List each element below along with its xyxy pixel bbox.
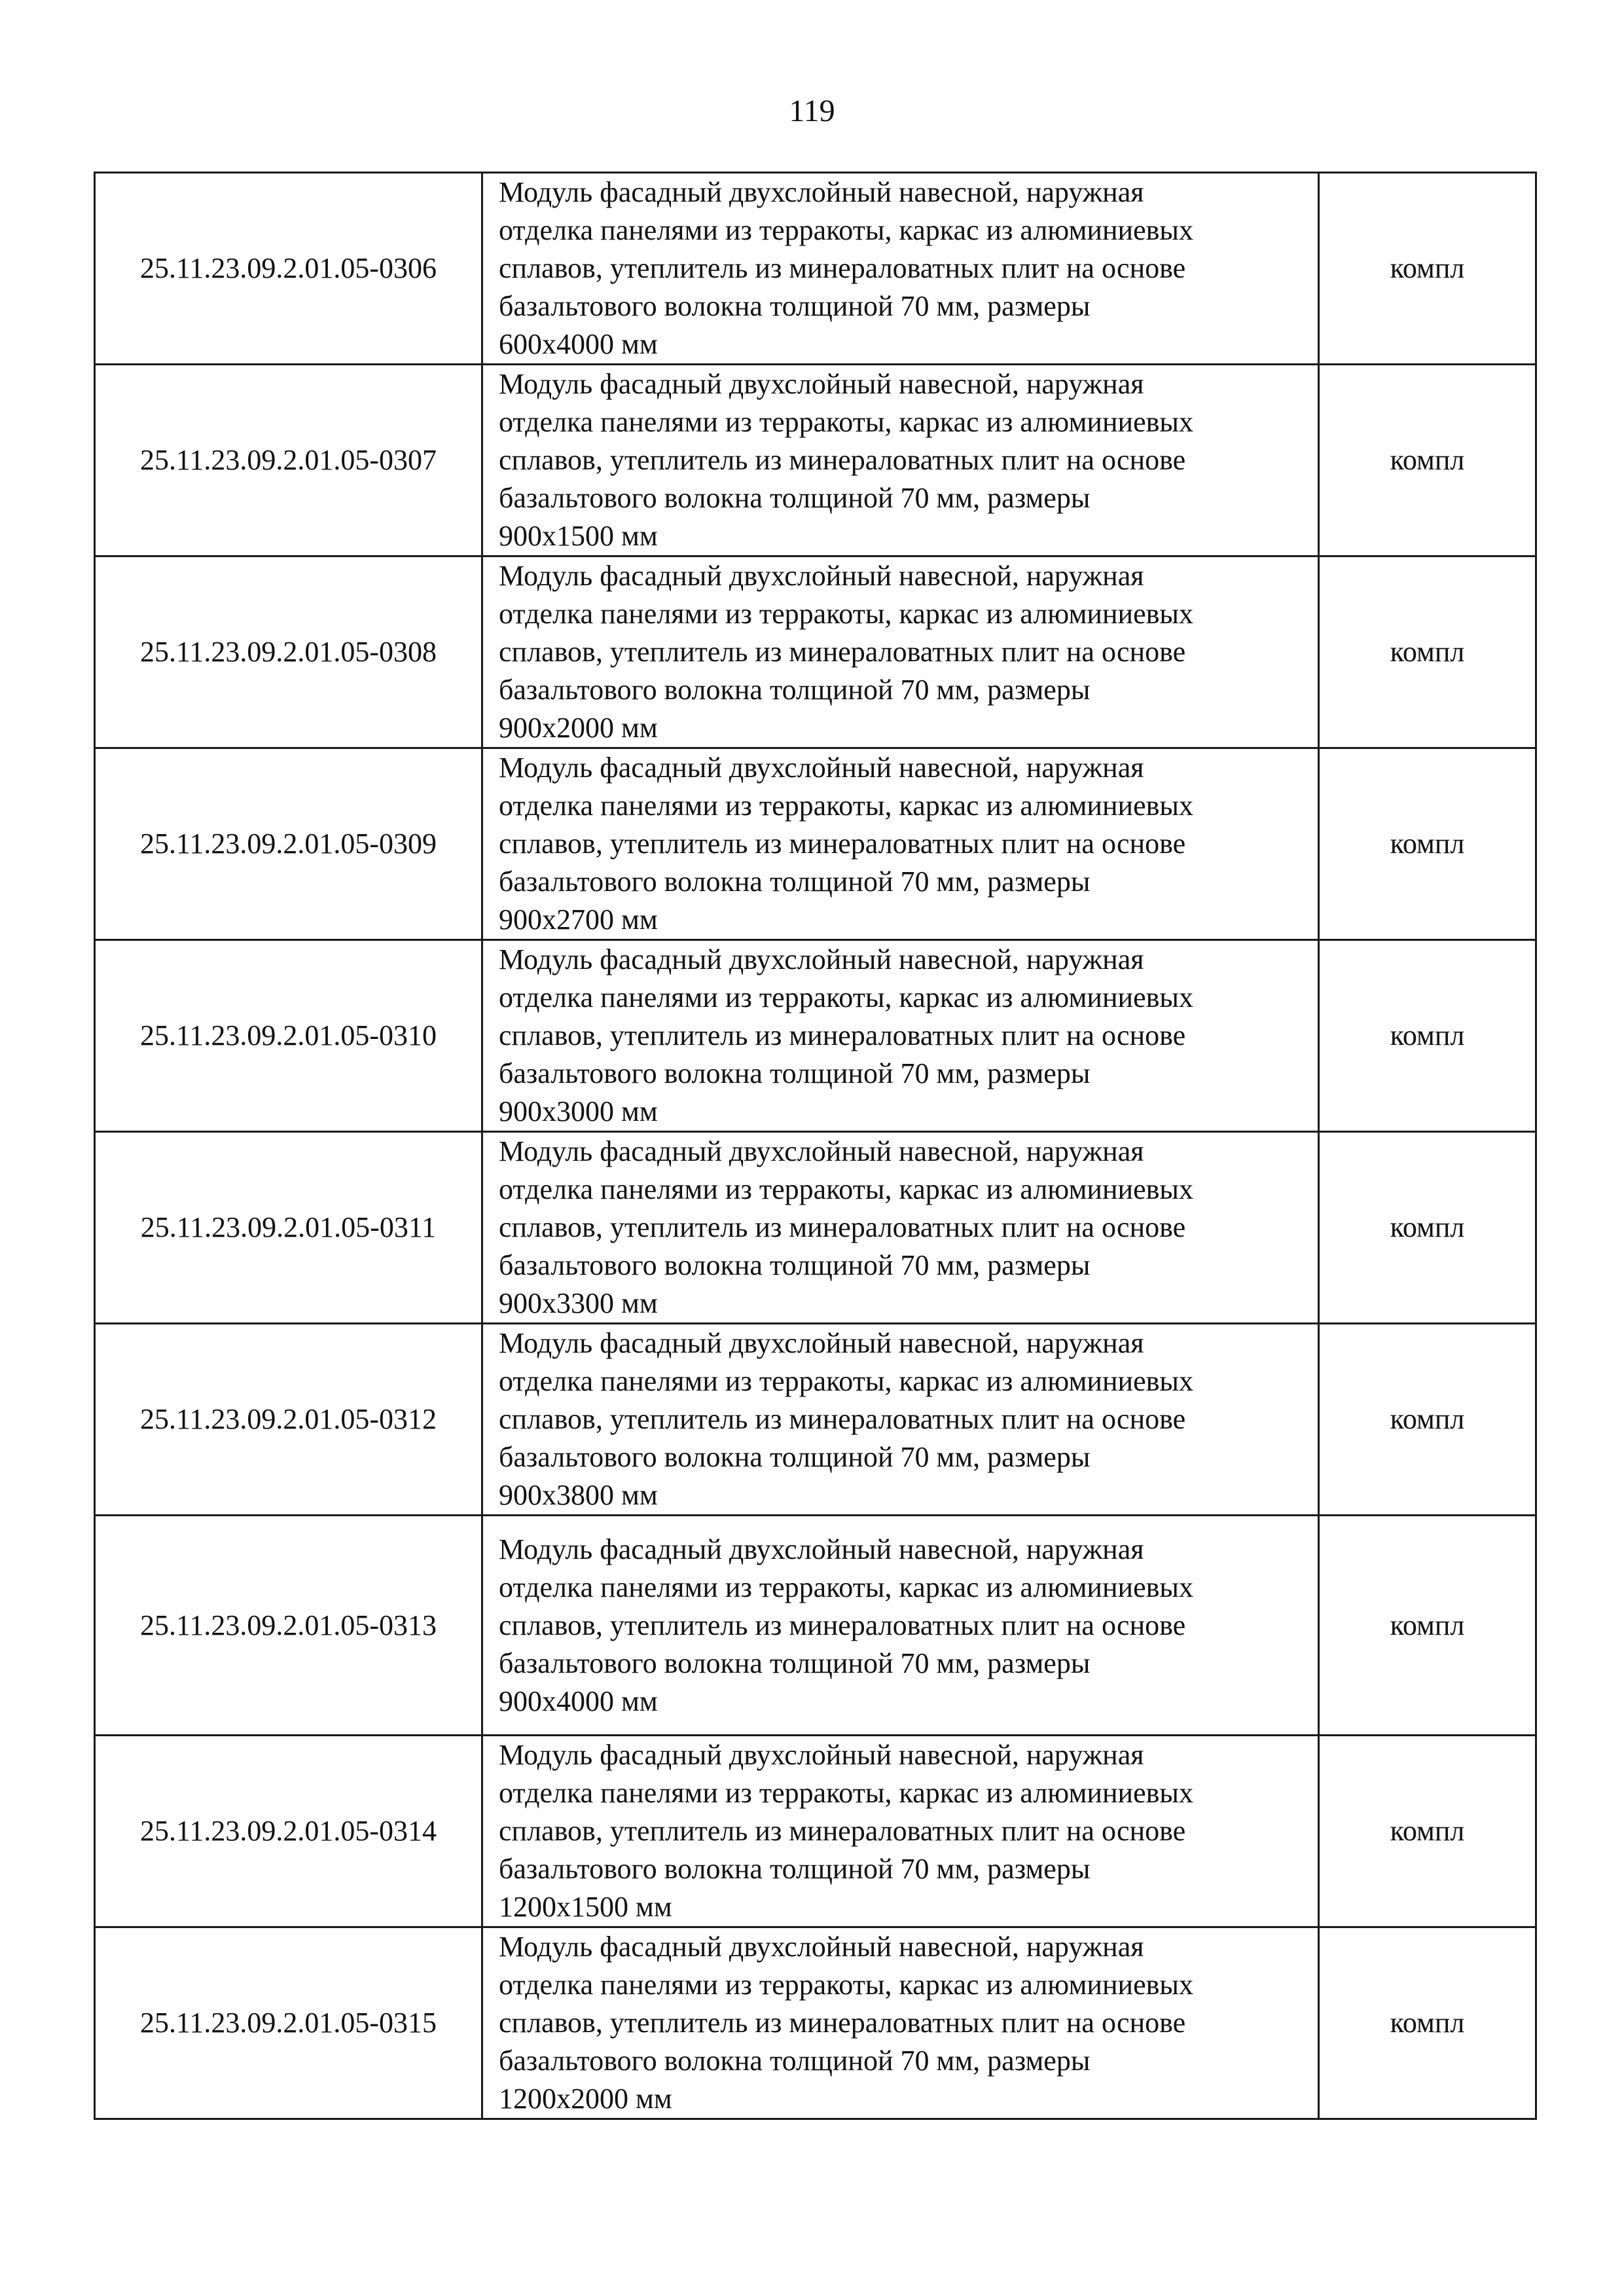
description-line: базальтового волокна толщиной 70 мм, размеры	[499, 1249, 1091, 1281]
table-row	[95, 1736, 1536, 1927]
description-line: отделка панелями из терракоты, каркас из алюминиевых	[499, 1365, 1193, 1397]
description-line: Модуль фасадный двухслойный навесной, наружная	[499, 176, 1144, 208]
table-row	[95, 365, 1536, 556]
resource-code-cell: 25.11.23.09.2.01.05-0311	[95, 1132, 482, 1324]
resource-description-cell	[482, 173, 1319, 365]
description-line: Модуль фасадный двухслойный навесной, наружная	[499, 1135, 1144, 1167]
description-line: 900х2000 мм	[499, 712, 658, 744]
description-line: отделка панелями из терракоты, каркас из алюминиевых	[499, 598, 1193, 630]
description-line: отделка панелями из терракоты, каркас из алюминиевых	[499, 1969, 1193, 2001]
description-line: 900х3800 мм	[499, 1479, 658, 1511]
resource-description-cell	[482, 1324, 1319, 1516]
table-row	[95, 556, 1536, 748]
resource-description-cell	[482, 1516, 1319, 1736]
resource-code-cell: 25.11.23.09.2.01.05-0313	[95, 1516, 482, 1736]
description-line: Модуль фасадный двухслойный навесной, наружная	[499, 1533, 1144, 1565]
resource-description-cell	[482, 940, 1319, 1132]
resource-code-cell: 25.11.23.09.2.01.05-0314	[95, 1736, 482, 1927]
table-row	[95, 1516, 1536, 1736]
unit-cell: компл	[1319, 365, 1536, 556]
table-row	[95, 940, 1536, 1132]
unit-cell: компл	[1319, 1132, 1536, 1324]
resource-code-cell: 25.11.23.09.2.01.05-0312	[95, 1324, 482, 1516]
page-number: 119	[789, 94, 835, 128]
description-line: 600х4000 мм	[499, 328, 658, 360]
resource-code-cell: 25.11.23.09.2.01.05-0309	[95, 748, 482, 940]
description-line: базальтового волокна толщиной 70 мм, размеры	[499, 1853, 1091, 1885]
table-row	[95, 1927, 1536, 2119]
description-line: сплавов, утеплитель из минераловатных плит на основе	[499, 1403, 1186, 1435]
description-line: сплавов, утеплитель из минераловатных плит на основе	[499, 1211, 1186, 1243]
description-line: сплавов, утеплитель из минераловатных плит на основе	[499, 1019, 1186, 1051]
description-line: отделка панелями из терракоты, каркас из алюминиевых	[499, 981, 1193, 1013]
description-line: базальтового волокна толщиной 70 мм, размеры	[499, 482, 1091, 514]
table-row	[95, 173, 1536, 365]
description-line: Модуль фасадный двухслойный навесной, наружная	[499, 368, 1144, 400]
description-line: отделка панелями из терракоты, каркас из алюминиевых	[499, 1571, 1193, 1603]
description-line: 1200х1500 мм	[499, 1891, 672, 1923]
description-line: 900х2700 мм	[499, 903, 658, 936]
table-row	[95, 1132, 1536, 1324]
resource-code-cell: 25.11.23.09.2.01.05-0308	[95, 556, 482, 748]
unit-cell: компл	[1319, 1324, 1536, 1516]
description-line: базальтового волокна толщиной 70 мм, размеры	[499, 866, 1091, 898]
table-body	[95, 173, 1536, 2119]
description-line: Модуль фасадный двухслойный навесной, наружная	[499, 1739, 1144, 1771]
description-line: отделка панелями из терракоты, каркас из алюминиевых	[499, 406, 1193, 438]
unit-cell: компл	[1319, 940, 1536, 1132]
description-line: Модуль фасадный двухслойный навесной, наружная	[499, 752, 1144, 784]
description-line: базальтового волокна толщиной 70 мм, размеры	[499, 290, 1091, 322]
description-line: Модуль фасадный двухслойный навесной, наружная	[499, 1327, 1144, 1359]
unit-cell: компл	[1319, 748, 1536, 940]
table-row	[95, 748, 1536, 940]
description-line: сплавов, утеплитель из минераловатных плит на основе	[499, 1609, 1186, 1641]
resource-code-cell: 25.11.23.09.2.01.05-0315	[95, 1927, 482, 2119]
description-line: отделка панелями из терракоты, каркас из алюминиевых	[499, 790, 1193, 822]
description-line: отделка панелями из терракоты, каркас из алюминиевых	[499, 1173, 1193, 1205]
description-line: базальтового волокна толщиной 70 мм, размеры	[499, 2045, 1091, 2077]
resource-description-cell	[482, 1132, 1319, 1324]
resource-description-cell	[482, 556, 1319, 748]
resource-table	[94, 172, 1537, 2120]
description-line: сплавов, утеплитель из минераловатных плит на основе	[499, 636, 1186, 668]
description-line: базальтового волокна толщиной 70 мм, размеры	[499, 1057, 1091, 1089]
resource-code-cell: 25.11.23.09.2.01.05-0307	[95, 365, 482, 556]
description-line: 900х3300 мм	[499, 1287, 658, 1319]
description-line: 900х1500 мм	[499, 520, 658, 552]
resource-description-cell	[482, 1736, 1319, 1927]
unit-cell: компл	[1319, 173, 1536, 365]
description-line: базальтового волокна толщиной 70 мм, размеры	[499, 1441, 1091, 1473]
unit-cell: компл	[1319, 1516, 1536, 1736]
description-line: сплавов, утеплитель из минераловатных плит на основе	[499, 1815, 1186, 1847]
description-line: отделка панелями из терракоты, каркас из алюминиевых	[499, 214, 1193, 246]
description-line: 900х3000 мм	[499, 1095, 658, 1127]
description-line: Модуль фасадный двухслойный навесной, наружная	[499, 560, 1144, 592]
unit-cell: компл	[1319, 1736, 1536, 1927]
resource-description-cell	[482, 365, 1319, 556]
description-line: 900х4000 мм	[499, 1685, 658, 1717]
resource-description-cell	[482, 748, 1319, 940]
resource-code-cell: 25.11.23.09.2.01.05-0310	[95, 940, 482, 1132]
unit-cell: компл	[1319, 1927, 1536, 2119]
description-line: сплавов, утеплитель из минераловатных плит на основе	[499, 828, 1186, 860]
description-line: 1200х2000 мм	[499, 2083, 672, 2115]
unit-cell: компл	[1319, 556, 1536, 748]
description-line: сплавов, утеплитель из минераловатных плит на основе	[499, 444, 1186, 476]
description-line: отделка панелями из терракоты, каркас из алюминиевых	[499, 1777, 1193, 1809]
description-line: сплавов, утеплитель из минераловатных плит на основе	[499, 252, 1186, 284]
description-line: Модуль фасадный двухслойный навесной, наружная	[499, 1931, 1144, 1963]
description-line: Модуль фасадный двухслойный навесной, наружная	[499, 943, 1144, 975]
description-line: базальтового волокна толщиной 70 мм, размеры	[499, 674, 1091, 706]
table-row	[95, 1324, 1536, 1516]
description-line: базальтового волокна толщиной 70 мм, размеры	[499, 1647, 1091, 1679]
resource-description-cell	[482, 1927, 1319, 2119]
description-line: сплавов, утеплитель из минераловатных плит на основе	[499, 2007, 1186, 2039]
resource-code-cell: 25.11.23.09.2.01.05-0306	[95, 173, 482, 365]
